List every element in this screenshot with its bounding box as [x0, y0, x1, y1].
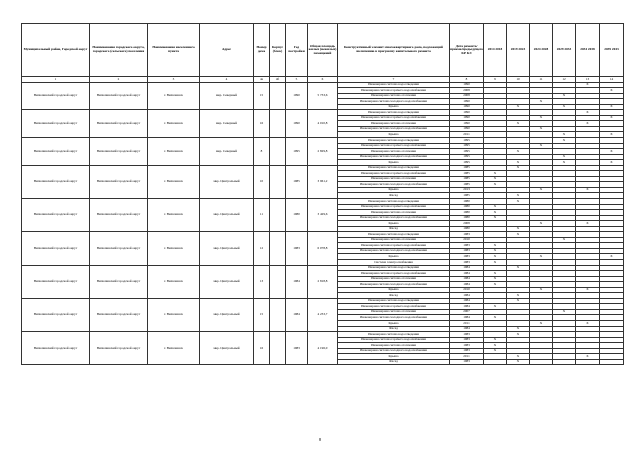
acceptance-date-cell: 1983: [450, 337, 484, 343]
header-house: Номер дома: [254, 24, 270, 77]
period-mark-cell: [553, 359, 576, 365]
acceptance-date-cell: 1985: [450, 193, 484, 199]
period-mark-cell: X: [484, 343, 507, 349]
acceptance-date-cell: 1983: [450, 248, 484, 254]
element-name-cell: Инженерная система водоотведения: [338, 198, 450, 204]
period-mark-cell: X: [507, 149, 530, 155]
element-name-cell: Инженерная система горячего водоснабжения: [338, 271, 450, 277]
period-mark-cell: X: [507, 104, 530, 110]
element-name-cell: Инженерная система холодного водоснабжения: [338, 215, 450, 221]
period-mark-cell: X: [553, 237, 576, 243]
acceptance-date-cell: 2008: [450, 221, 484, 227]
column-number: 9: [484, 77, 507, 83]
period-mark-cell: X: [484, 254, 507, 260]
acceptance-date-cell: 1990: [450, 110, 484, 116]
address-cell: мкр. Центральный: [200, 332, 254, 365]
municipality-cell: Вилючинский городской округ: [22, 165, 90, 198]
acceptance-date-cell: 1984: [450, 315, 484, 321]
period-mark-cell: [576, 359, 600, 365]
period-mark-cell: X: [600, 104, 624, 110]
acceptance-date-cell: 1995: [450, 143, 484, 149]
header-year: Год постройки: [286, 24, 308, 77]
element-name-cell: Инженерная система холодного водоснабжения: [338, 248, 450, 254]
settlement-cell: Вилючинский городской округ: [90, 110, 148, 138]
period-mark-cell: X: [576, 354, 600, 360]
header-area: Общая площадь жилых (нежилых) помещений: [308, 24, 338, 77]
acceptance-date-cell: 1984: [450, 298, 484, 304]
element-name-cell: Инженерная система холодного водоснабжения: [338, 126, 450, 132]
acceptance-date-cell: 1985: [450, 171, 484, 177]
house-number-cell: 15: [254, 82, 270, 110]
year-cell: 1990: [286, 110, 308, 138]
year-cell: 1990: [286, 82, 308, 110]
column-number: 13: [576, 77, 600, 83]
acceptance-date-cell: 1980: [450, 210, 484, 216]
period-mark-cell: X: [576, 321, 600, 327]
locality-cell: г. Вилючинск: [148, 110, 200, 138]
acceptance-date-cell: 1983: [450, 260, 484, 266]
element-name-cell: Инженерная система горячего водоснабжения: [338, 143, 450, 149]
acceptance-date-cell: 1984: [450, 271, 484, 277]
period-mark-cell: X: [507, 332, 530, 338]
period-mark-cell: X: [507, 121, 530, 127]
period-mark-cell: X: [530, 143, 553, 149]
locality-cell: г. Вилючинск: [148, 332, 200, 365]
municipality-cell: Вилючинский городской округ: [22, 110, 90, 138]
element-name-cell: Инженерная система отопления: [338, 210, 450, 216]
element-name-cell: Инженерная система горячего водоснабжения: [338, 337, 450, 343]
acceptance-date-cell: 1990: [450, 104, 484, 110]
element-name-cell: Инженерная система водоотведения: [338, 332, 450, 338]
period-mark-cell: X: [484, 348, 507, 354]
municipality-cell: Вилючинский городской округ: [22, 232, 90, 265]
period-mark-cell: X: [484, 271, 507, 277]
period-mark-cell: X: [600, 149, 624, 155]
building-cell: [270, 165, 286, 198]
element-name-cell: Инженерная система отопления: [338, 237, 450, 243]
column-number: 6: [308, 77, 338, 83]
period-mark-cell: X: [576, 187, 600, 193]
acceptance-date-cell: 2010: [450, 287, 484, 293]
element-name-cell: Инженерная система холодного водоснабжения: [338, 348, 450, 354]
acceptance-date-cell: 1995: [450, 160, 484, 166]
period-mark-cell: X: [553, 154, 576, 160]
column-number: 4: [200, 77, 254, 83]
period-mark-cell: [484, 359, 507, 365]
acceptance-date-cell: 1983: [450, 332, 484, 338]
area-cell: 4 196,0: [308, 332, 338, 365]
column-number: 1: [22, 77, 90, 83]
period-mark-cell: [530, 359, 553, 365]
element-name-cell: Крыша: [338, 132, 450, 138]
element-name-cell: Инженерная система водоотведения: [338, 137, 450, 143]
acceptance-date-cell: 1995: [450, 154, 484, 160]
period-mark-cell: X: [576, 221, 600, 227]
area-cell: 3 429,6: [308, 198, 338, 231]
locality-cell: г. Вилючинск: [148, 82, 200, 110]
period-mark-cell: X: [507, 198, 530, 204]
element-name-cell: Инженерная система отопления: [338, 93, 450, 99]
register-body: [22, 82, 624, 365]
element-name-cell: Инженерная система холодного водоснабжения: [338, 99, 450, 105]
column-number: 7: [338, 77, 450, 83]
period-mark-cell: X: [484, 176, 507, 182]
period-mark-cell: X: [484, 210, 507, 216]
municipality-cell: Вилючинский городской округ: [22, 298, 90, 331]
year-cell: 1985: [286, 165, 308, 198]
period-mark-cell: X: [530, 126, 553, 132]
column-number: 4б: [270, 77, 286, 83]
period-mark-cell: X: [530, 321, 553, 327]
element-name-cell: Крыша: [338, 221, 450, 227]
period-mark-cell: X: [530, 115, 553, 121]
element-name-cell: Инженерная система горячего водоснабжения: [338, 115, 450, 121]
house-number-cell: 15: [254, 298, 270, 331]
acceptance-date-cell: 1990: [450, 126, 484, 132]
header-period: 2029 2033: [553, 24, 576, 77]
acceptance-date-cell: 1983: [450, 243, 484, 249]
area-cell: 6 078,8: [308, 232, 338, 265]
period-mark-cell: X: [507, 354, 530, 360]
period-mark-cell: X: [484, 282, 507, 288]
period-mark-cell: X: [507, 165, 530, 171]
acceptance-date-cell: 1990: [450, 115, 484, 121]
period-mark-cell: X: [507, 193, 530, 199]
year-cell: 1984: [286, 265, 308, 298]
element-name-cell: Фасад: [338, 193, 450, 199]
element-name-cell: Фасад: [338, 359, 450, 365]
house-number-cell: 8: [254, 137, 270, 165]
header-address: Адрес: [200, 24, 254, 77]
locality-cell: г. Вилючинск: [148, 265, 200, 298]
acceptance-date-cell: 1980: [450, 198, 484, 204]
acceptance-date-cell: 1990: [450, 82, 484, 88]
house-number-cell: 13: [254, 265, 270, 298]
period-mark-cell: X: [507, 226, 530, 232]
house-number-cell: 16: [254, 332, 270, 365]
period-mark-cell: X: [484, 315, 507, 321]
element-name-cell: Крыша: [338, 104, 450, 110]
building-cell: [270, 137, 286, 165]
acceptance-date-cell: 1984: [450, 282, 484, 288]
period-mark-cell: X: [484, 304, 507, 310]
period-mark-cell: X: [484, 260, 507, 266]
period-mark-cell: X: [600, 160, 624, 166]
element-name-cell: Крыша: [338, 254, 450, 260]
municipality-cell: Вилючинский городской округ: [22, 332, 90, 365]
element-name-cell: Инженерная система водоотведения: [338, 165, 450, 171]
header-building: Корпус (блок): [270, 24, 286, 77]
address-cell: мкр. Центральный: [200, 298, 254, 331]
element-name-cell: Фасад: [338, 293, 450, 299]
period-mark-cell: X: [530, 254, 553, 260]
acceptance-date-cell: 1983: [450, 348, 484, 354]
acceptance-date-cell: 2011: [450, 132, 484, 138]
area-cell: 5 733,6: [308, 82, 338, 110]
period-mark-cell: X: [507, 326, 530, 332]
period-mark-cell: X: [600, 132, 624, 138]
period-mark-cell: X: [507, 293, 530, 299]
element-name-cell: Инженерная система отопления: [338, 309, 450, 315]
header-settlement: Наименование городского округа, городского (сельского) поселения: [90, 24, 148, 77]
building-cell: [270, 265, 286, 298]
address-cell: мкр. Северный: [200, 110, 254, 138]
element-name-cell: Инженерная система холодного водоснабжения: [338, 154, 450, 160]
element-name-cell: Крыша: [338, 321, 450, 327]
period-mark-cell: X: [553, 309, 576, 315]
period-mark-cell: X: [507, 359, 530, 365]
period-mark-cell: X: [600, 115, 624, 121]
element-name-cell: Инженерная система горячего водоснабжения: [338, 204, 450, 210]
column-number: 12: [553, 77, 576, 83]
header-acceptance: Дата ремонта/приема/предыдущего КР КЭ: [450, 24, 484, 77]
element-name-cell: Крыша: [338, 160, 450, 166]
municipality-cell: Вилючинский городской округ: [22, 198, 90, 231]
period-mark-cell: X: [553, 132, 576, 138]
acceptance-date-cell: 1990: [450, 121, 484, 127]
acceptance-date-cell: 2010: [450, 237, 484, 243]
acceptance-date-cell: 1995: [450, 149, 484, 155]
column-number: 2: [90, 77, 148, 83]
locality-cell: г. Вилючинск: [148, 165, 200, 198]
building-cell: [270, 298, 286, 331]
period-mark-cell: X: [553, 137, 576, 143]
building-cell: [270, 82, 286, 110]
acceptance-date-cell: 2008: [450, 88, 484, 94]
column-number: 11: [530, 77, 553, 83]
period-mark-cell: X: [553, 104, 576, 110]
locality-cell: г. Вилючинск: [148, 198, 200, 231]
settlement-cell: Вилючинский городской округ: [90, 298, 148, 331]
address-cell: мкр. Центральный: [200, 265, 254, 298]
period-mark-cell: X: [576, 121, 600, 127]
acceptance-date-cell: 1984: [450, 293, 484, 299]
header-period: 2014 2018: [484, 24, 507, 77]
settlement-cell: Вилючинский городской округ: [90, 165, 148, 198]
acceptance-date-cell: 2013: [450, 187, 484, 193]
address-cell: мкр. Центральный: [200, 165, 254, 198]
period-mark-cell: X: [507, 232, 530, 238]
acceptance-date-cell: 1985: [450, 176, 484, 182]
period-mark-cell: X: [484, 337, 507, 343]
header-row: [22, 24, 624, 77]
acceptance-date-cell: 1980: [450, 204, 484, 210]
acceptance-date-cell: 2011: [450, 354, 484, 360]
year-cell: 1995: [286, 137, 308, 165]
house-number-cell: 11: [254, 198, 270, 231]
period-mark-cell: X: [576, 82, 600, 88]
period-mark-cell: X: [484, 215, 507, 221]
element-name-cell: Фасад: [338, 226, 450, 232]
period-mark-cell: X: [484, 243, 507, 249]
settlement-cell: Вилючинский городской округ: [90, 265, 148, 298]
element-name-cell: Инженерная система отопления: [338, 276, 450, 282]
page-number: 8: [318, 437, 322, 442]
address-cell: мкр. Центральный: [200, 232, 254, 265]
year-cell: 1983: [286, 232, 308, 265]
house-number-cell: 10: [254, 165, 270, 198]
acceptance-date-cell: 1984: [450, 326, 484, 332]
column-number: 8: [450, 77, 484, 83]
element-name-cell: Инженерная система холодного водоснабжения: [338, 182, 450, 188]
area-cell: 3 961,2: [308, 165, 338, 198]
header-period: 2039 2043: [600, 24, 624, 77]
acceptance-date-cell: 1985: [450, 182, 484, 188]
year-cell: 1983: [286, 332, 308, 365]
element-name-cell: Инженерная система холодного водоснабжения: [338, 282, 450, 288]
element-name-cell: Инженерная система отопления: [338, 176, 450, 182]
period-mark-cell: X: [507, 160, 530, 166]
element-name-cell: Крыша: [338, 354, 450, 360]
period-mark-cell: X: [484, 182, 507, 188]
acceptance-date-cell: 2008: [450, 93, 484, 99]
element-name-cell: Инженерная система горячего водоснабжения: [338, 88, 450, 94]
header-period: 2034 2038: [576, 24, 600, 77]
element-name-cell: Инженерная система горячего водоснабжения: [338, 304, 450, 310]
address-cell: мкр. Центральный: [200, 198, 254, 231]
acceptance-date-cell: 1995: [450, 137, 484, 143]
acceptance-date-cell: 1984: [450, 276, 484, 282]
period-mark-cell: X: [553, 160, 576, 166]
acceptance-date-cell: 1983: [450, 254, 484, 260]
settlement-cell: Вилючинский городской округ: [90, 332, 148, 365]
municipality-cell: Вилючинский городской округ: [22, 137, 90, 165]
acceptance-date-cell: 1985: [450, 165, 484, 171]
element-name-cell: Инженерная система отопления: [338, 121, 450, 127]
period-mark-cell: X: [530, 99, 553, 105]
element-name-cell: Инженерная система водоотведения: [338, 232, 450, 238]
area-cell: 4 010,8: [308, 110, 338, 138]
period-mark-cell: X: [576, 110, 600, 116]
acceptance-date-cell: 1980: [450, 215, 484, 221]
settlement-cell: Вилючинский городской округ: [90, 82, 148, 110]
locality-cell: г. Вилючинск: [148, 298, 200, 331]
area-cell: 4 233,7: [308, 298, 338, 331]
locality-cell: г. Вилючинск: [148, 232, 200, 265]
housing-register-table: [21, 23, 624, 365]
element-name-cell: Инженерная система отопления: [338, 149, 450, 155]
settlement-cell: Вилючинский городской округ: [90, 198, 148, 231]
header-period: 2019 2023: [507, 24, 530, 77]
period-mark-cell: X: [576, 287, 600, 293]
header-municipality: Муниципальный район, Городской округ: [22, 24, 90, 77]
element-name-cell: Инженерная система отопления: [338, 343, 450, 349]
address-cell: мкр. Северный: [200, 137, 254, 165]
acceptance-date-cell: 1983: [450, 359, 484, 365]
header-locality: Наименование населенного пункта: [148, 24, 200, 77]
period-mark-cell: X: [484, 248, 507, 254]
period-mark-cell: X: [530, 287, 553, 293]
period-mark-cell: X: [484, 276, 507, 282]
area-cell: 2 818,8: [308, 265, 338, 298]
acceptance-date-cell: 2007: [450, 309, 484, 315]
period-mark-cell: X: [507, 298, 530, 304]
element-name-cell: Инженерная система водоотведения: [338, 82, 450, 88]
period-mark-cell: X: [600, 254, 624, 260]
header-element: Конструктивный элемент многоквартирного дома, подлежащий включению в программу капитального ремонта: [338, 24, 450, 77]
element-name-cell: Инженерная система горячего водоснабжения: [338, 171, 450, 177]
period-mark-cell: X: [600, 88, 624, 94]
acceptance-date-cell: 1990: [450, 99, 484, 105]
settlement-cell: Вилючинский городской округ: [90, 232, 148, 265]
building-cell: [270, 110, 286, 138]
period-mark-cell: X: [484, 204, 507, 210]
period-mark-cell: X: [507, 265, 530, 271]
year-cell: 1984: [286, 298, 308, 331]
period-mark-cell: X: [484, 171, 507, 177]
element-name-cell: Инженерная система горячего водоснабжения: [338, 243, 450, 249]
period-mark-cell: X: [553, 93, 576, 99]
acceptance-date-cell: 1983: [450, 232, 484, 238]
house-number-cell: 16: [254, 110, 270, 138]
element-name-cell: Инженерная система водоотведения: [338, 298, 450, 304]
column-number: 5: [286, 77, 308, 83]
address-cell: мкр. Северный: [200, 82, 254, 110]
period-mark-cell: [600, 359, 624, 365]
settlement-cell: Вилючинский городской округ: [90, 137, 148, 165]
building-cell: [270, 232, 286, 265]
acceptance-date-cell: 1980: [450, 226, 484, 232]
municipality-cell: Вилючинский городской округ: [22, 265, 90, 298]
column-number: 10: [507, 77, 530, 83]
element-name-cell: Инженерная система водоотведения: [338, 110, 450, 116]
acceptance-date-cell: 1983: [450, 343, 484, 349]
municipality-cell: Вилючинский городской округ: [22, 82, 90, 110]
column-number: 4а: [254, 77, 270, 83]
building-cell: [270, 332, 286, 365]
element-name-cell: Система электроснабжения: [338, 260, 450, 266]
header-period: 2024 2028: [530, 24, 553, 77]
acceptance-date-cell: 2011: [450, 321, 484, 327]
period-mark-cell: X: [530, 221, 553, 227]
acceptance-date-cell: 1984: [450, 304, 484, 310]
element-name-cell: Инженерная система холодного водоснабжения: [338, 315, 450, 321]
locality-cell: г. Вилючинск: [148, 137, 200, 165]
element-name-cell: Фасад: [338, 326, 450, 332]
element-name-cell: Крыша: [338, 287, 450, 293]
area-cell: 2 829,8: [308, 137, 338, 165]
acceptance-date-cell: 1984: [450, 265, 484, 271]
element-name-cell: Крыша: [338, 187, 450, 193]
column-number: 3: [148, 77, 200, 83]
period-mark-cell: X: [530, 187, 553, 193]
column-number: 14: [600, 77, 624, 83]
building-cell: [270, 198, 286, 231]
year-cell: 1980: [286, 198, 308, 231]
house-number-cell: 12: [254, 232, 270, 265]
element-name-cell: Инженерная система водоотведения: [338, 265, 450, 271]
